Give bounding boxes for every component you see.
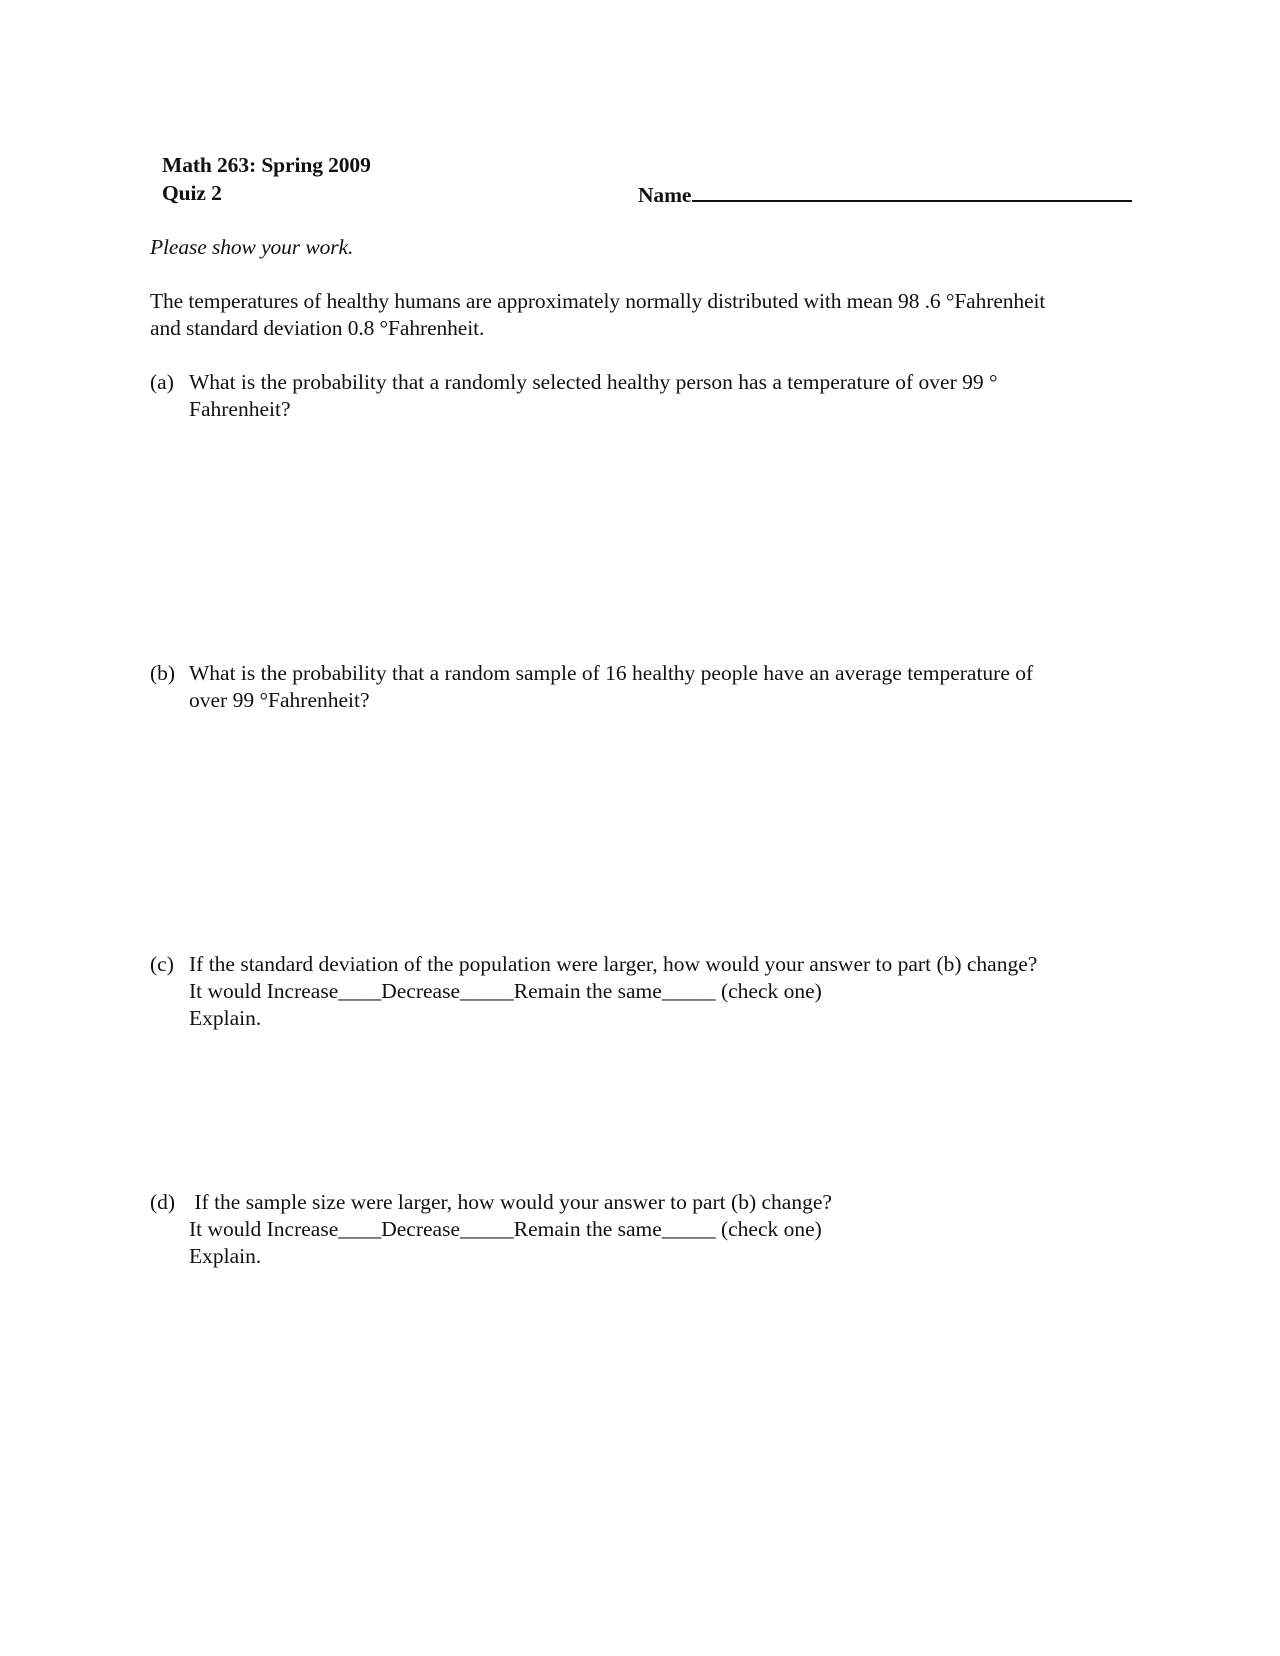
question-c-label: (c) [150, 952, 174, 976]
question-c-text [189, 951, 1037, 1032]
question-d-text [189, 1189, 832, 1270]
question-d-explain: Explain. [189, 1244, 262, 1268]
answer-space-c[interactable] [150, 1040, 1130, 1180]
name-label: Name [638, 183, 692, 207]
question-b-line-2: over 99 °Fahrenheit? [189, 688, 370, 712]
question-a-line-1: What is the probability that a randomly selected healthy person has a temperature of over 99 ° [189, 370, 998, 394]
question-c-explain: Explain. [189, 1006, 262, 1030]
name-blank-line[interactable] [692, 180, 1132, 202]
course-title: Math 263: Spring 2009 [162, 153, 371, 177]
answer-space-d[interactable] [150, 1280, 1130, 1540]
question-a-text [189, 369, 998, 423]
quiz-title: Quiz 2 [162, 181, 222, 205]
question-b-label: (b) [150, 661, 176, 685]
intro-line-1: The temperatures of healthy humans are approximately normally distributed with mean 98 .6 °Fahrenheit [150, 289, 1046, 313]
question-a-line-2: Fahrenheit? [189, 397, 291, 421]
question-c-line-1: If the standard deviation of the population were larger, how would your answer to part (b) change? [189, 952, 1038, 976]
question-d-line-1: If the sample size were larger, how would your answer to part (b) change? [189, 1190, 832, 1214]
question-b-text [189, 660, 1033, 714]
question-a-label: (a) [150, 370, 174, 394]
intro-line-2: and standard deviation 0.8 °Fahrenheit. [150, 316, 485, 340]
instructions: Please show your work. [150, 235, 354, 259]
question-d-check-line[interactable]: It would Increase____Decrease_____Remain the same_____ (check one) [189, 1217, 822, 1241]
question-d-label: (d) [150, 1190, 176, 1214]
question-b-line-1: What is the probability that a random sample of 16 healthy people have an average temperature of [189, 661, 1034, 685]
question-c-check-line[interactable]: It would Increase____Decrease_____Remain the same_____ (check one) [189, 979, 822, 1003]
answer-space-b[interactable] [150, 720, 1130, 940]
answer-space-a[interactable] [150, 430, 1130, 650]
name-field[interactable] [638, 180, 1132, 209]
